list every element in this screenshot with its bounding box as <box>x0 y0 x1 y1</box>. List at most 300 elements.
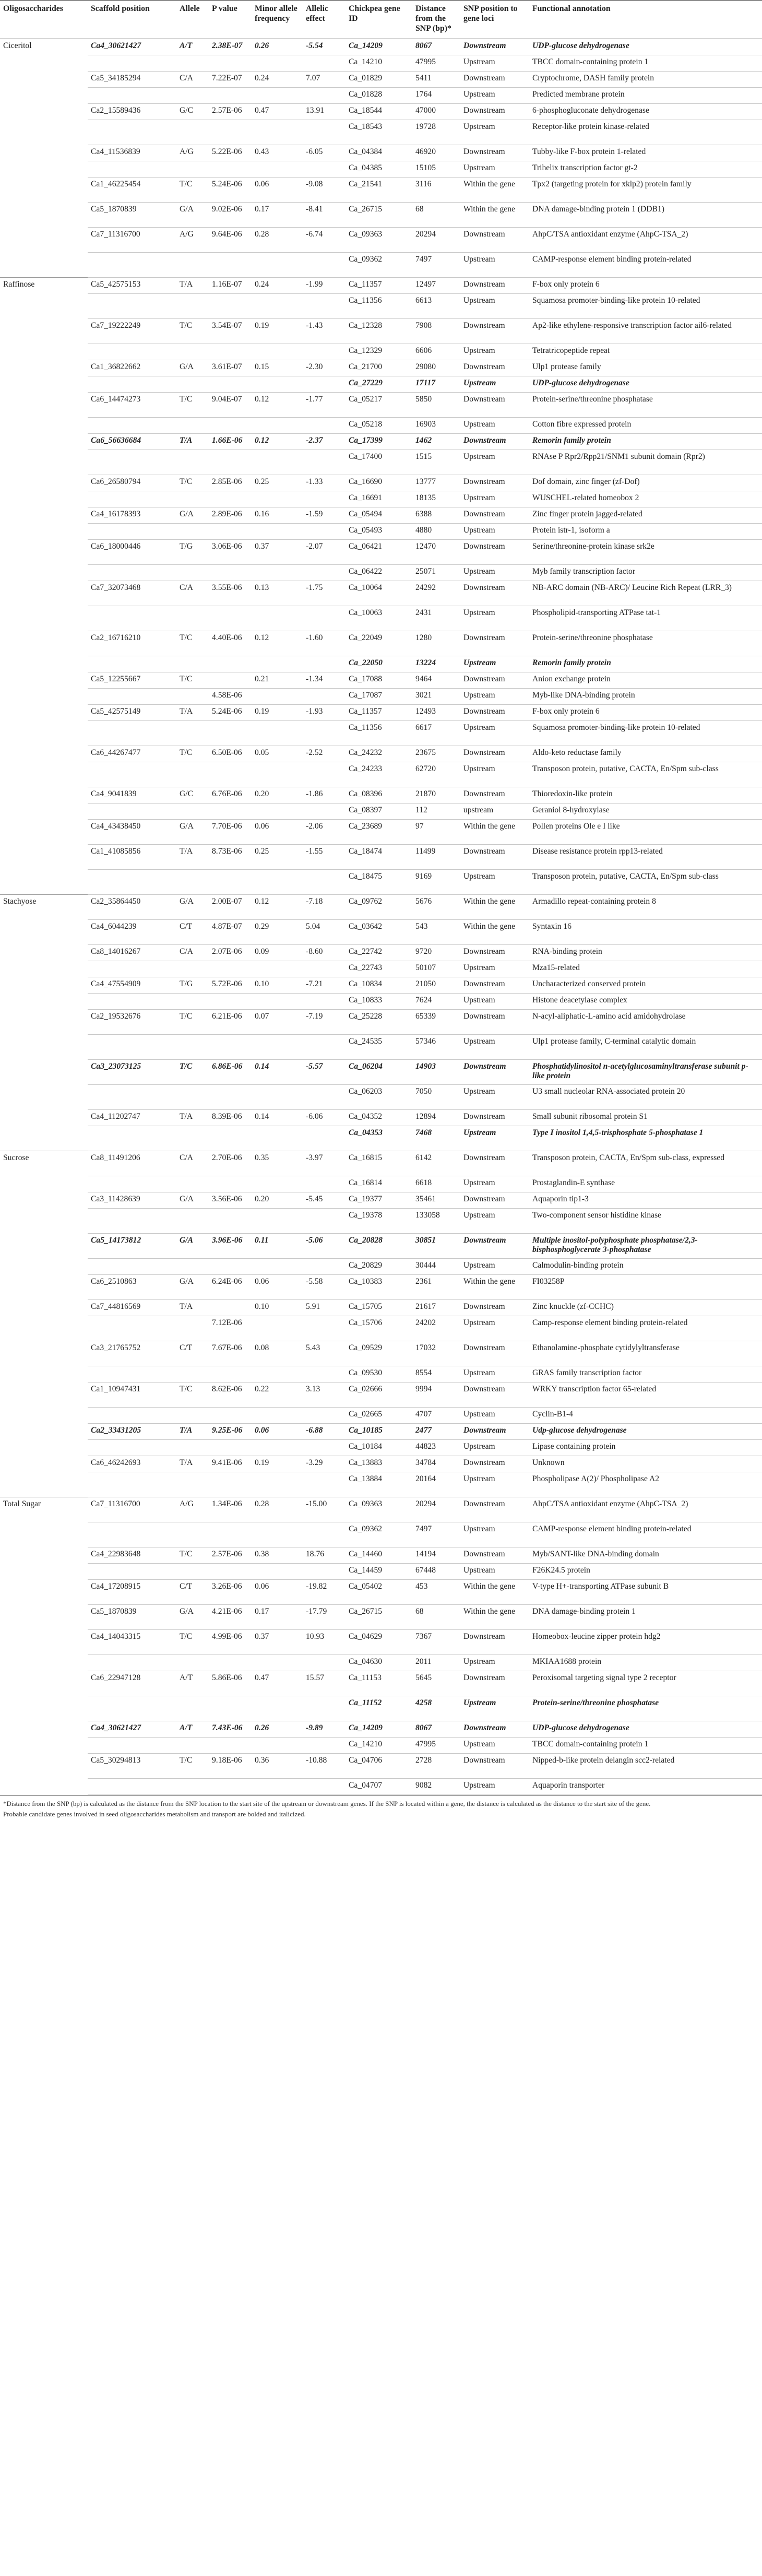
table-row <box>0 1580 762 1605</box>
allele-cell <box>176 1126 209 1151</box>
gene-id-cell: Ca_10185 <box>346 1424 412 1440</box>
allele-cell: A/T <box>176 1671 209 1696</box>
allelic-effect-cell: -10.88 <box>303 1754 346 1779</box>
p-value-cell: 4.21E-06 <box>209 1605 252 1630</box>
minor-allele-frequency-cell <box>252 1209 303 1234</box>
minor-allele-frequency-cell <box>252 1366 303 1382</box>
gene-id-cell: Ca_11357 <box>346 705 412 721</box>
allelic-effect-cell: -5.57 <box>303 1060 346 1085</box>
table-row <box>0 1300 762 1316</box>
gene-id-cell: Ca_02665 <box>346 1408 412 1424</box>
snp-position-cell: Downstream <box>460 1456 529 1472</box>
functional-annotation-cell: AhpC/TSA antioxidant enzyme (AhpC-TSA_2) <box>529 228 762 253</box>
allelic-effect-cell: -1.34 <box>303 672 346 689</box>
allele-cell: G/A <box>176 1234 209 1259</box>
header-row <box>0 1 762 39</box>
distance-cell: 7367 <box>412 1630 460 1655</box>
allele-cell <box>176 161 209 178</box>
allelic-effect-cell <box>303 1522 346 1547</box>
distance-cell: 2011 <box>412 1655 460 1671</box>
scaffold-position-cell: Ca4_16178393 <box>88 507 176 524</box>
distance-cell: 6618 <box>412 1176 460 1192</box>
snp-position-cell: Upstream <box>460 1176 529 1192</box>
allele-cell: C/A <box>176 72 209 88</box>
allelic-effect-cell: 5.43 <box>303 1341 346 1366</box>
distance-cell: 2431 <box>412 606 460 631</box>
functional-annotation-cell: F26K24.5 protein <box>529 1564 762 1580</box>
snp-position-cell: Upstream <box>460 1035 529 1060</box>
oligosaccharide-cell <box>0 253 88 278</box>
minor-allele-frequency-cell: 0.10 <box>252 977 303 994</box>
allele-cell: G/C <box>176 104 209 120</box>
oligosaccharide-cell: Ciceritol <box>0 39 88 55</box>
oligosaccharide-cell <box>0 418 88 434</box>
snp-position-cell: Upstream <box>460 656 529 672</box>
scaffold-position-cell: Ca4_6044239 <box>88 920 176 945</box>
scaffold-position-cell: Ca4_30621427 <box>88 1721 176 1738</box>
minor-allele-frequency-cell <box>252 656 303 672</box>
minor-allele-frequency-cell <box>252 1472 303 1497</box>
minor-allele-frequency-cell: 0.13 <box>252 581 303 606</box>
distance-cell: 9082 <box>412 1779 460 1795</box>
functional-annotation-cell: Small subunit ribosomal protein S1 <box>529 1110 762 1126</box>
scaffold-position-cell <box>88 450 176 475</box>
snp-position-cell: Downstream <box>460 1721 529 1738</box>
functional-annotation-cell: TBCC domain-containing protein 1 <box>529 55 762 72</box>
allelic-effect-cell <box>303 565 346 581</box>
table-row <box>0 178 762 203</box>
distance-cell: 7497 <box>412 1522 460 1547</box>
snp-position-cell: Upstream <box>460 1408 529 1424</box>
p-value-cell <box>209 803 252 820</box>
gene-id-cell: Ca_04706 <box>346 1754 412 1779</box>
oligosaccharide-cell <box>0 1754 88 1779</box>
distance-cell: 24202 <box>412 1316 460 1341</box>
table-row <box>0 1671 762 1696</box>
table-row <box>0 1630 762 1655</box>
scaffold-position-cell: Ca4_22983648 <box>88 1547 176 1564</box>
gene-id-cell: Ca_10383 <box>346 1275 412 1300</box>
distance-cell: 7624 <box>412 994 460 1010</box>
allele-cell: T/C <box>176 178 209 203</box>
minor-allele-frequency-cell: 0.47 <box>252 104 303 120</box>
snp-position-cell: Upstream <box>460 565 529 581</box>
p-value-cell <box>209 1408 252 1424</box>
allele-cell <box>176 1696 209 1721</box>
functional-annotation-cell: Ethanolamine-phosphate cytidylyltransferase <box>529 1341 762 1366</box>
minor-allele-frequency-cell: 0.12 <box>252 393 303 418</box>
table-row <box>0 1721 762 1738</box>
allelic-effect-cell: -1.99 <box>303 278 346 294</box>
functional-annotation-cell: Zinc finger protein jagged-related <box>529 507 762 524</box>
oligosaccharide-cell <box>0 1655 88 1671</box>
distance-cell: 46920 <box>412 145 460 161</box>
table-row <box>0 581 762 606</box>
scaffold-position-cell: Ca2_35864450 <box>88 895 176 920</box>
allelic-effect-cell: -6.88 <box>303 1424 346 1440</box>
functional-annotation-cell: CAMP-response element binding protein-related <box>529 253 762 278</box>
gene-id-cell: Ca_04352 <box>346 1110 412 1126</box>
minor-allele-frequency-cell <box>252 88 303 104</box>
distance-cell: 6606 <box>412 344 460 360</box>
allelic-effect-cell: 10.93 <box>303 1630 346 1655</box>
distance-cell: 3021 <box>412 689 460 705</box>
snp-position-cell: Within the gene <box>460 920 529 945</box>
p-value-cell: 7.22E-07 <box>209 72 252 88</box>
gene-id-cell: Ca_04385 <box>346 161 412 178</box>
oligosaccharide-cell <box>0 72 88 88</box>
minor-allele-frequency-cell: 0.19 <box>252 1456 303 1472</box>
table-row <box>0 721 762 746</box>
functional-annotation-cell: Udp-glucose dehydrogenase <box>529 1424 762 1440</box>
allele-cell <box>176 1408 209 1424</box>
table-row <box>0 920 762 945</box>
functional-annotation-cell: Cryptochrome, DASH family protein <box>529 72 762 88</box>
table-row <box>0 1010 762 1035</box>
minor-allele-frequency-cell: 0.09 <box>252 945 303 961</box>
gene-id-cell: Ca_10064 <box>346 581 412 606</box>
gene-id-cell: Ca_04353 <box>346 1126 412 1151</box>
functional-annotation-cell: Tpx2 (targeting protein for xklp2) protein family <box>529 178 762 203</box>
table-row <box>0 1738 762 1754</box>
scaffold-position-cell: Ca4_47554909 <box>88 977 176 994</box>
distance-cell: 4258 <box>412 1696 460 1721</box>
scaffold-position-cell: Ca7_11316700 <box>88 1497 176 1522</box>
minor-allele-frequency-cell <box>252 1564 303 1580</box>
gene-id-cell: Ca_12328 <box>346 319 412 344</box>
functional-annotation-cell: V-type H+-transporting ATPase subunit B <box>529 1580 762 1605</box>
p-value-cell: 2.57E-06 <box>209 104 252 120</box>
distance-cell: 23675 <box>412 746 460 762</box>
p-value-cell: 8.62E-06 <box>209 1382 252 1408</box>
allelic-effect-cell: -6.06 <box>303 1110 346 1126</box>
gene-id-cell: Ca_14209 <box>346 39 412 55</box>
distance-cell: 12470 <box>412 540 460 565</box>
allele-cell: C/A <box>176 945 209 961</box>
distance-cell: 133058 <box>412 1209 460 1234</box>
oligosaccharide-cell: Stachyose <box>0 895 88 920</box>
gene-id-cell: Ca_04707 <box>346 1779 412 1795</box>
snp-position-cell: Downstream <box>460 1060 529 1085</box>
footnote-candidates: Probable candidate genes involved in seed oligosaccharides metabolism and transport are bolded and italicized. <box>3 1810 306 1818</box>
p-value-cell <box>209 1472 252 1497</box>
allelic-effect-cell: -1.43 <box>303 319 346 344</box>
allele-cell: T/C <box>176 1010 209 1035</box>
scaffold-position-cell <box>88 1366 176 1382</box>
snp-position-cell: Downstream <box>460 228 529 253</box>
oligosaccharide-cell <box>0 689 88 705</box>
minor-allele-frequency-cell: 0.15 <box>252 360 303 376</box>
scaffold-position-cell <box>88 1176 176 1192</box>
allele-cell <box>176 689 209 705</box>
table-row <box>0 1035 762 1060</box>
p-value-cell: 9.18E-06 <box>209 1754 252 1779</box>
scaffold-position-cell: Ca5_1870839 <box>88 203 176 228</box>
oligosaccharide-cell <box>0 344 88 360</box>
minor-allele-frequency-cell: 0.11 <box>252 1234 303 1259</box>
functional-annotation-cell: NB-ARC domain (NB-ARC)/ Leucine Rich Repeat (LRR_3) <box>529 581 762 606</box>
p-value-cell <box>209 994 252 1010</box>
allelic-effect-cell <box>303 88 346 104</box>
distance-cell: 12497 <box>412 278 460 294</box>
scaffold-position-cell: Ca7_19222249 <box>88 319 176 344</box>
functional-annotation-cell: Ulp1 protease family <box>529 360 762 376</box>
p-value-cell: 2.38E-07 <box>209 39 252 55</box>
scaffold-position-cell <box>88 253 176 278</box>
table-row <box>0 434 762 450</box>
distance-cell: 20294 <box>412 228 460 253</box>
table-body <box>0 39 762 1795</box>
scaffold-position-cell: Ca4_14043315 <box>88 1630 176 1655</box>
p-value-cell: 1.34E-06 <box>209 1497 252 1522</box>
minor-allele-frequency-cell: 0.07 <box>252 1010 303 1035</box>
scaffold-position-cell <box>88 294 176 319</box>
minor-allele-frequency-cell: 0.06 <box>252 1580 303 1605</box>
allele-cell: T/C <box>176 672 209 689</box>
minor-allele-frequency-cell <box>252 1408 303 1424</box>
allelic-effect-cell: 18.76 <box>303 1547 346 1564</box>
p-value-cell <box>209 762 252 787</box>
allele-cell <box>176 1655 209 1671</box>
minor-allele-frequency-cell: 0.06 <box>252 1275 303 1300</box>
snp-position-cell: Within the gene <box>460 1605 529 1630</box>
allelic-effect-cell: -2.07 <box>303 540 346 565</box>
oligosaccharide-cell <box>0 360 88 376</box>
distance-cell: 57346 <box>412 1035 460 1060</box>
functional-annotation-cell: DNA damage-binding protein 1 (DDB1) <box>529 203 762 228</box>
functional-annotation-cell: Myb family transcription factor <box>529 565 762 581</box>
minor-allele-frequency-cell: 0.05 <box>252 746 303 762</box>
oligosaccharide-cell <box>0 746 88 762</box>
table-row <box>0 672 762 689</box>
snp-position-cell: Downstream <box>460 1547 529 1564</box>
p-value-cell: 9.04E-07 <box>209 393 252 418</box>
scaffold-position-cell <box>88 1696 176 1721</box>
scaffold-position-cell <box>88 344 176 360</box>
oligosaccharide-cell <box>0 581 88 606</box>
header-functional-annotation: Functional annotation <box>529 1 762 39</box>
functional-annotation-cell: RNAse P Rpr2/Rpp21/SNM1 subunit domain (Rpr2) <box>529 450 762 475</box>
p-value-cell: 2.57E-06 <box>209 1547 252 1564</box>
allelic-effect-cell <box>303 1779 346 1795</box>
oligosaccharide-cell <box>0 1440 88 1456</box>
distance-cell: 35461 <box>412 1192 460 1209</box>
scaffold-position-cell: Ca1_36822662 <box>88 360 176 376</box>
snp-position-cell: Upstream <box>460 491 529 507</box>
gene-id-cell: Ca_08397 <box>346 803 412 820</box>
oligosaccharide-cell <box>0 1564 88 1580</box>
distance-cell: 17032 <box>412 1341 460 1366</box>
oligosaccharide-cell <box>0 1424 88 1440</box>
allelic-effect-cell: 5.91 <box>303 1300 346 1316</box>
p-value-cell: 5.86E-06 <box>209 1671 252 1696</box>
minor-allele-frequency-cell <box>252 762 303 787</box>
allelic-effect-cell: -7.21 <box>303 977 346 994</box>
minor-allele-frequency-cell <box>252 1176 303 1192</box>
allele-cell: A/G <box>176 228 209 253</box>
snp-position-cell: Upstream <box>460 55 529 72</box>
p-value-cell: 4.40E-06 <box>209 631 252 656</box>
gene-id-cell: Ca_14209 <box>346 1721 412 1738</box>
distance-cell: 543 <box>412 920 460 945</box>
distance-cell: 30444 <box>412 1259 460 1275</box>
gene-id-cell: Ca_16815 <box>346 1151 412 1176</box>
allelic-effect-cell: -17.79 <box>303 1605 346 1630</box>
oligosaccharide-cell <box>0 870 88 895</box>
distance-cell: 8554 <box>412 1366 460 1382</box>
oligosaccharide-cell <box>0 606 88 631</box>
allele-cell: T/C <box>176 1060 209 1085</box>
allelic-effect-cell: -7.18 <box>303 895 346 920</box>
table-row <box>0 491 762 507</box>
minor-allele-frequency-cell: 0.12 <box>252 434 303 450</box>
allelic-effect-cell: -5.45 <box>303 1192 346 1209</box>
p-value-cell <box>209 1126 252 1151</box>
table-row <box>0 945 762 961</box>
functional-annotation-cell: AhpC/TSA antioxidant enzyme (AhpC-TSA_2) <box>529 1497 762 1522</box>
allelic-effect-cell: -19.82 <box>303 1580 346 1605</box>
distance-cell: 8067 <box>412 1721 460 1738</box>
allele-cell: T/A <box>176 845 209 870</box>
gene-id-cell: Ca_20829 <box>346 1259 412 1275</box>
p-value-cell: 4.58E-06 <box>209 689 252 705</box>
scaffold-position-cell: Ca6_2510863 <box>88 1275 176 1300</box>
snp-position-cell: Downstream <box>460 1151 529 1176</box>
allele-cell: T/A <box>176 705 209 721</box>
gene-id-cell: Ca_02666 <box>346 1382 412 1408</box>
gene-id-cell: Ca_03642 <box>346 920 412 945</box>
allele-cell: T/C <box>176 1754 209 1779</box>
table-row <box>0 104 762 120</box>
snp-position-cell: Upstream <box>460 1472 529 1497</box>
scaffold-position-cell: Ca1_10947431 <box>88 1382 176 1408</box>
minor-allele-frequency-cell: 0.16 <box>252 507 303 524</box>
table-row <box>0 1209 762 1234</box>
distance-cell: 3116 <box>412 178 460 203</box>
allele-cell: G/A <box>176 507 209 524</box>
functional-annotation-cell: Trihelix transcription factor gt-2 <box>529 161 762 178</box>
p-value-cell <box>209 721 252 746</box>
scaffold-position-cell: Ca6_44267477 <box>88 746 176 762</box>
allele-cell: T/C <box>176 319 209 344</box>
snp-position-cell: Downstream <box>460 278 529 294</box>
minor-allele-frequency-cell: 0.43 <box>252 145 303 161</box>
allele-cell: G/A <box>176 1605 209 1630</box>
table-row <box>0 1779 762 1795</box>
allelic-effect-cell <box>303 1209 346 1234</box>
table-header <box>0 1 762 39</box>
allele-cell <box>176 656 209 672</box>
distance-cell: 67448 <box>412 1564 460 1580</box>
functional-annotation-cell: Geraniol 8-hydroxylase <box>529 803 762 820</box>
allele-cell <box>176 1085 209 1110</box>
functional-annotation-cell: Protein istr-1, isoform a <box>529 524 762 540</box>
distance-cell: 2728 <box>412 1754 460 1779</box>
allele-cell: T/C <box>176 393 209 418</box>
functional-annotation-cell: Homeobox-leucine zipper protein hdg2 <box>529 1630 762 1655</box>
gene-id-cell: Ca_01828 <box>346 88 412 104</box>
snp-position-cell: Downstream <box>460 145 529 161</box>
gene-id-cell: Ca_05402 <box>346 1580 412 1605</box>
functional-annotation-cell: 6-phosphogluconate dehydrogenase <box>529 104 762 120</box>
allele-cell <box>176 1779 209 1795</box>
scaffold-position-cell: Ca5_42575149 <box>88 705 176 721</box>
snp-position-cell: Upstream <box>460 344 529 360</box>
oligosaccharide-cell <box>0 1110 88 1126</box>
functional-annotation-cell: Tubby-like F-box protein 1-related <box>529 145 762 161</box>
oligosaccharide-cell <box>0 1366 88 1382</box>
allelic-effect-cell <box>303 1440 346 1456</box>
snp-position-cell: Within the gene <box>460 203 529 228</box>
p-value-cell: 8.73E-06 <box>209 845 252 870</box>
distance-cell: 2361 <box>412 1275 460 1300</box>
table-row <box>0 787 762 803</box>
gene-id-cell: Ca_05217 <box>346 393 412 418</box>
distance-cell: 453 <box>412 1580 460 1605</box>
gene-id-cell: Ca_24232 <box>346 746 412 762</box>
oligosaccharide-cell <box>0 945 88 961</box>
minor-allele-frequency-cell <box>252 55 303 72</box>
minor-allele-frequency-cell <box>252 253 303 278</box>
oligosaccharide-cell <box>0 762 88 787</box>
oligosaccharide-cell <box>0 705 88 721</box>
distance-cell: 18135 <box>412 491 460 507</box>
scaffold-position-cell: Ca4_9041839 <box>88 787 176 803</box>
snp-position-cell: Downstream <box>460 945 529 961</box>
allele-cell <box>176 88 209 104</box>
allele-cell: T/C <box>176 1630 209 1655</box>
table-row <box>0 803 762 820</box>
distance-cell: 6142 <box>412 1151 460 1176</box>
table-row <box>0 344 762 360</box>
functional-annotation-cell: Serine/threonine-protein kinase srk2e <box>529 540 762 565</box>
scaffold-position-cell: Ca2_16716210 <box>88 631 176 656</box>
allele-cell: T/A <box>176 434 209 450</box>
gene-id-cell: Ca_21700 <box>346 360 412 376</box>
minor-allele-frequency-cell <box>252 120 303 145</box>
p-value-cell: 7.43E-06 <box>209 1721 252 1738</box>
allele-cell <box>176 120 209 145</box>
oligosaccharide-cell <box>0 1300 88 1316</box>
snp-position-cell: Downstream <box>460 977 529 994</box>
minor-allele-frequency-cell <box>252 1738 303 1754</box>
oligosaccharide-cell <box>0 1605 88 1630</box>
snp-position-cell: Downstream <box>460 1671 529 1696</box>
table-row <box>0 294 762 319</box>
allele-cell <box>176 253 209 278</box>
allele-cell: C/T <box>176 920 209 945</box>
snp-position-cell: Downstream <box>460 39 529 55</box>
oligosaccharide-cell <box>0 1472 88 1497</box>
table-row <box>0 1522 762 1547</box>
functional-annotation-cell: Ulp1 protease family, C-terminal catalytic domain <box>529 1035 762 1060</box>
allelic-effect-cell: -6.74 <box>303 228 346 253</box>
p-value-cell <box>209 1522 252 1547</box>
allele-cell <box>176 1176 209 1192</box>
functional-annotation-cell: Histone deacetylase complex <box>529 994 762 1010</box>
oligosaccharide-cell <box>0 565 88 581</box>
snp-position-cell: Upstream <box>460 1738 529 1754</box>
p-value-cell: 6.76E-06 <box>209 787 252 803</box>
allelic-effect-cell: -8.41 <box>303 203 346 228</box>
minor-allele-frequency-cell: 0.24 <box>252 278 303 294</box>
allelic-effect-cell <box>303 120 346 145</box>
snp-position-cell: Downstream <box>460 1341 529 1366</box>
p-value-cell: 1.66E-06 <box>209 434 252 450</box>
allelic-effect-cell <box>303 606 346 631</box>
oligosaccharide-cell <box>0 1259 88 1275</box>
minor-allele-frequency-cell: 0.21 <box>252 672 303 689</box>
